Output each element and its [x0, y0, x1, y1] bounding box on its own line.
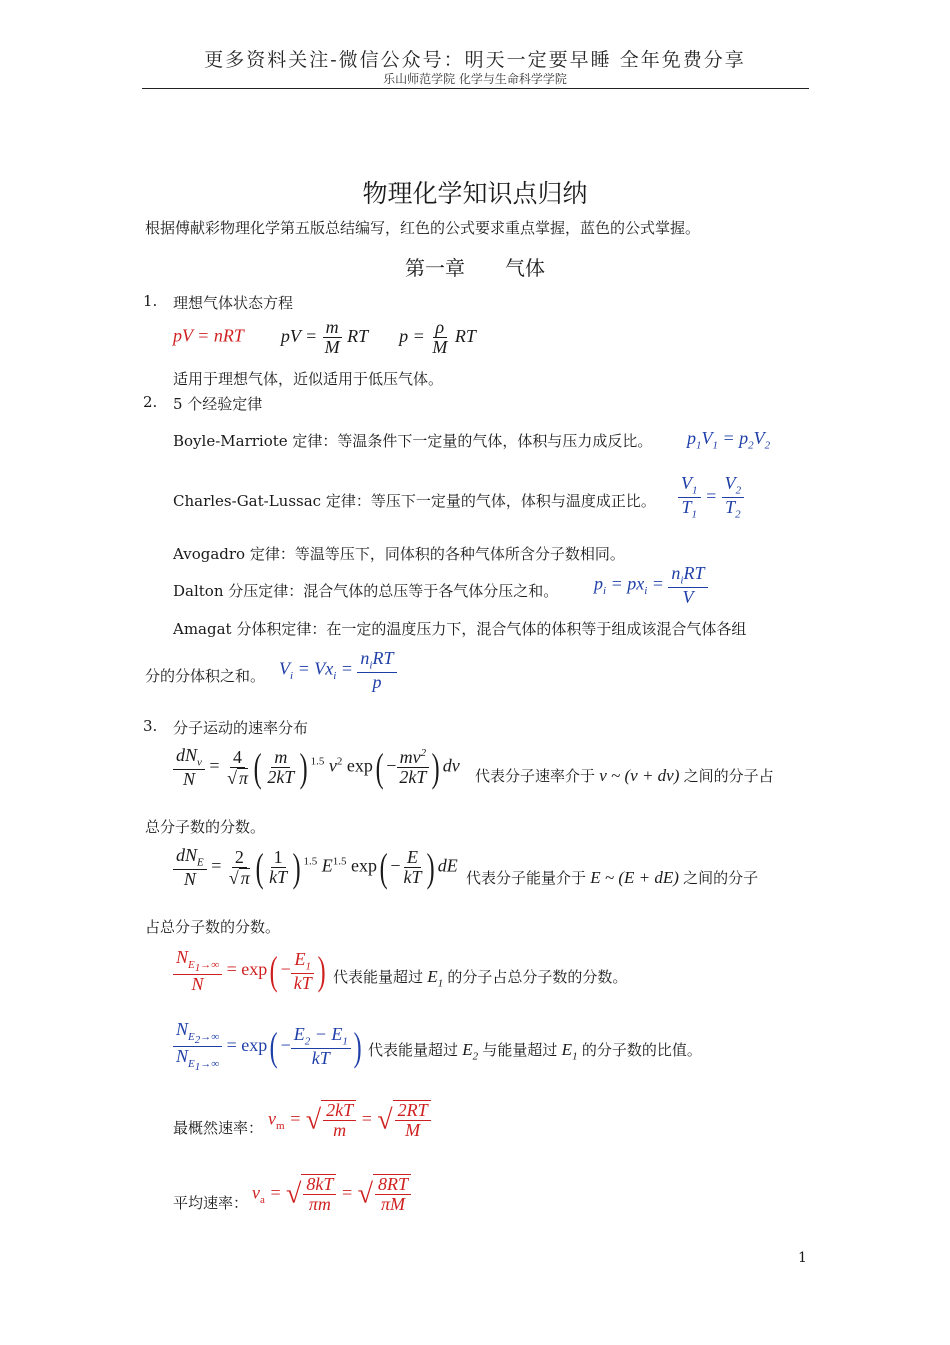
- speed-dist-text-cont: 总分子数的分数。: [145, 818, 266, 836]
- formula-pv-nrt: pV = nRT: [173, 325, 244, 346]
- formula-energy-distribution: $\frac{dN_E}{N}$ = $\frac{2}{√ \pi}$ ( $\frac{1}{kT}$ ) $^{1.5}$ $E^{1.5}$ exp( − $\frac{E}{kT}$ ) dE: [173, 846, 458, 889]
- formula-average-speed: $v_a$ = √ $\frac{8kT}{\pi m}$ = √ $\frac{8RT}{\pi M}$: [252, 1174, 411, 1214]
- document-title: 物理化学知识点归纳: [362, 179, 588, 208]
- section-title: 5 个经验定律: [173, 395, 263, 413]
- formula-amagat: $V_i = Vx_i$ = $\frac{n_iRT}{p}$: [279, 649, 397, 692]
- speed-dist-text: 代表分子速率介于 v ~ (v + dv) 之间的分子占: [475, 766, 774, 785]
- section-number: 2.: [143, 393, 158, 411]
- dalton-law-text: Dalton 分压定律：混合气体的总压等于各气体分压之和。: [173, 582, 559, 600]
- formula-p-density: p = $\frac{\rho}{M}$ RT: [399, 317, 476, 357]
- formula-most-probable-speed: $v_m$ = √ $\frac{2kT}{m}$ = √ $\frac{2RT}{M}$: [268, 1100, 431, 1140]
- formula-charles: $\frac{V_1}{T_1}$ = $\frac{V_2}{T_2}$: [678, 474, 744, 521]
- page-header-title: 更多资料关注-微信公众号：明天一定要早睡 全年免费分享: [204, 49, 746, 71]
- avogadro-law-text: Avogadro 定律：等温等压下，同体积的各种气体所含分子数相同。: [173, 545, 625, 563]
- most-probable-speed-label: 最概然速率：: [173, 1119, 264, 1137]
- section-title: 理想气体状态方程: [173, 294, 294, 312]
- amagat-law-text: Amagat 分体积定律：在一定的温度压力下，混合气体的体积等于组成该混合气体各组: [173, 620, 747, 638]
- fraction-above-e1-text: 代表能量超过 $E_1$ 的分子占总分子数的分数。: [333, 967, 628, 990]
- energy-dist-text-cont: 占总分子数的分数。: [145, 918, 281, 936]
- formula-pv-mass: pV = $\frac{m}{M}$ RT: [280, 317, 369, 357]
- formula-fraction-above-e1: $\frac{N_{E_1\to\infty}}{N}$ = exp( − $\frac{E_1}{kT}$ ): [173, 948, 328, 994]
- amagat-law-text-cont: 分的分体积之和。: [145, 667, 266, 685]
- section-number: 3.: [143, 717, 158, 735]
- ideal-gas-formulas: [173, 318, 476, 357]
- boyle-law-text: Boyle-Marriote 定律：等温条件下一定量的气体，体积与压力成反比。: [173, 432, 653, 450]
- formula-speed-distribution: $\frac{dN_v}{N}$ = $\frac{4}{√ \pi}$ ( $\frac{m}{2kT}$ ) $^{1.5}$ $v^2$ exp( − $\frac{mv^2}{2kT}$ ) dv: [173, 746, 460, 789]
- formula-ratio-e2-e1: $\frac{N_{E_2\to\infty}}{N_{E_1\to\infty}}$ = exp( − $\frac{E_2 - E_1}{kT}$ ): [173, 1020, 364, 1074]
- section-number: 1.: [143, 292, 158, 310]
- formula-boyle: $p_1V_1 = p_2V_2$: [687, 428, 771, 452]
- page-number: 1: [798, 1250, 807, 1266]
- section-note: 适用于理想气体，近似适用于低压气体。: [173, 370, 444, 388]
- intro-paragraph: 根据傅献彩物理化学第五版总结编写，红色的公式要求重点掌握，蓝色的公式掌握。: [145, 219, 701, 237]
- header-rule: [142, 88, 809, 89]
- page-header-subtitle: 乐山师范学院 化学与生命科学学院: [383, 72, 567, 86]
- charles-law-text: Charles-Gat-Lussac 定律：等压下一定量的气体，体积与温度成正比。: [173, 492, 656, 510]
- chapter-heading: 第一章 气体: [405, 256, 545, 280]
- formula-dalton: $p_i = px_i$ = $\frac{n_iRT}{V}$: [594, 564, 708, 607]
- energy-dist-text: 代表分子能量介于 E ~ (E + dE) 之间的分子: [466, 868, 759, 887]
- section-title: 分子运动的速率分布: [173, 719, 309, 737]
- average-speed-label: 平均速率：: [173, 1194, 249, 1212]
- ratio-e2-e1-text: 代表能量超过 $E_2$ 与能量超过 $E_1$ 的分子数的比值。: [368, 1040, 702, 1063]
